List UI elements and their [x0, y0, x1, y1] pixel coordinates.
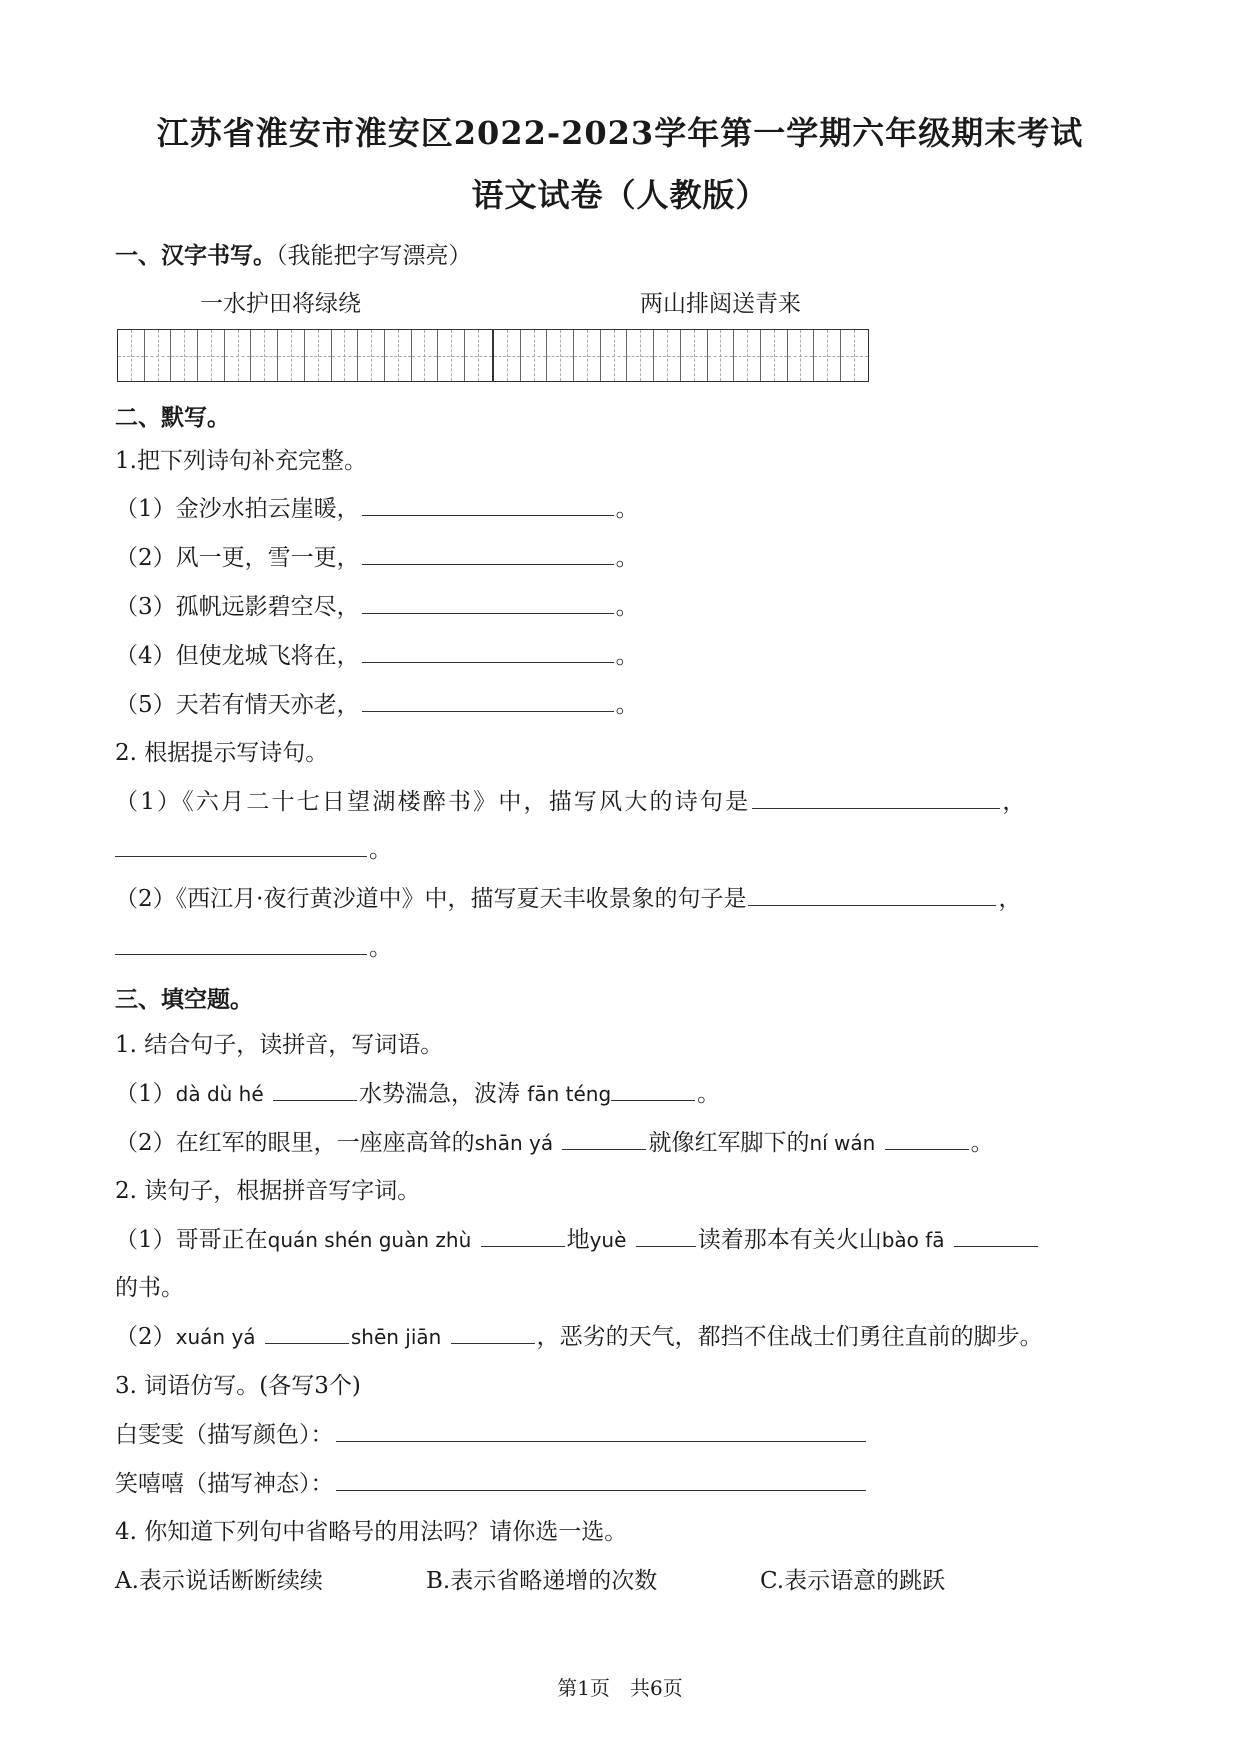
answer-blank[interactable] — [362, 544, 614, 565]
s3-q2-1-cont: 的书。 — [115, 1275, 184, 1301]
s3-q3-b: 笑嘻嘻（描写神态）： — [115, 1469, 868, 1499]
s3-q1: 1. 结合句子，读拼音，写词语。 — [115, 1032, 444, 1058]
phrase-a: 一水护田将绿绕 — [200, 291, 361, 317]
phrase-b: 两山排闼送青来 — [640, 291, 801, 317]
s2-item-4: （4）但使龙城飞将在， 。 — [115, 643, 639, 669]
answer-blank[interactable] — [611, 1080, 695, 1101]
s2-item-2: （2）风一更，雪一更， 。 — [115, 545, 639, 571]
exam-title: 江苏省淮安市淮安区2022-2023学年第一学期六年级期末考试 — [156, 114, 1084, 152]
answer-blank[interactable] — [336, 1470, 866, 1491]
s3-q3: 3. 词语仿写。(各写3个) — [115, 1373, 361, 1399]
answer-blank[interactable] — [954, 1226, 1038, 1247]
page-footer: 第1页 共6页 — [557, 1676, 683, 1700]
answer-blank[interactable] — [885, 1129, 969, 1150]
answer-blank[interactable] — [265, 1323, 349, 1344]
s3-q2-1: （1）哥哥正在quán shén guàn zhù 地yuè 读着那本有关火山bào fā — [115, 1225, 1040, 1255]
writing-grid-a[interactable] — [117, 329, 493, 382]
answer-blank[interactable] — [748, 885, 996, 906]
answer-blank[interactable] — [273, 1080, 357, 1101]
option-c: C.表示语意的跳跃 — [760, 1568, 946, 1594]
s2-q2-1: （1）《六月二十七日望湖楼醉书》中，描写风大的诗句是 ， — [115, 789, 1028, 815]
option-a: A.表示说话断断续续 — [115, 1568, 323, 1594]
answer-blank[interactable] — [636, 1226, 696, 1247]
s3-q1-1: （1）dà dù hé 水势湍急，波涛 fān téng 。 — [115, 1081, 721, 1107]
answer-blank[interactable] — [362, 642, 614, 663]
s2-q2-2-cont: 。 — [115, 933, 392, 963]
answer-blank[interactable] — [115, 934, 367, 955]
s3-q2: 2. 读句子，根据拼音写字词。 — [115, 1178, 421, 1204]
section-1-title: 一、汉字书写。 — [115, 242, 276, 269]
answer-blank[interactable] — [752, 788, 1000, 809]
exam-subtitle: 语文试卷（人教版） — [471, 176, 769, 214]
answer-blank[interactable] — [362, 495, 614, 516]
s2-item-3: （3）孤帆远影碧空尽， 。 — [115, 594, 639, 620]
answer-blank[interactable] — [481, 1226, 565, 1247]
answer-blank[interactable] — [451, 1323, 535, 1344]
section-2-heading: 二、默写。 — [115, 404, 230, 431]
s3-q2-2: （2）xuán yá shēn jiān ，恶劣的天气，都挡不住战士们勇往直前的脚步。 — [115, 1324, 1043, 1350]
answer-blank[interactable] — [362, 593, 614, 614]
s2-item-1: （1）金沙水拍云崖暖， 。 — [115, 496, 639, 522]
s3-q3-a: 白雯雯（描写颜色）： — [115, 1420, 868, 1450]
section-1-hint: （我能把字写漂亮） — [276, 243, 472, 269]
answer-blank[interactable] — [562, 1129, 646, 1150]
section-1-heading — [115, 237, 472, 270]
s2-q2: 2. 根据提示写诗句。 — [115, 740, 329, 766]
s2-q2-1-cont: 。 — [115, 835, 392, 865]
s3-q1-2: （2）在红军的眼里，一座座高耸的shān yá 就像红军脚下的ní wán 。 — [115, 1130, 994, 1156]
s3-q4: 4. 你知道下列句中省略号的用法吗？请你选一选。 — [115, 1519, 628, 1545]
s2-q2-2: （2）《西江月·夜行黄沙道中》中，描写夏天丰收景象的句子是 ， — [115, 886, 1022, 912]
answer-blank[interactable] — [336, 1421, 866, 1442]
option-b: B.表示省略递增的次数 — [426, 1568, 658, 1594]
answer-blank[interactable] — [362, 691, 614, 712]
section-3-heading: 三、填空题。 — [115, 986, 253, 1013]
writing-grid-b[interactable] — [493, 329, 869, 382]
s2-q1: 1.把下列诗句补充完整。 — [115, 448, 367, 474]
answer-blank[interactable] — [115, 836, 367, 857]
s2-item-5: （5）天若有情天亦老， 。 — [115, 692, 639, 718]
